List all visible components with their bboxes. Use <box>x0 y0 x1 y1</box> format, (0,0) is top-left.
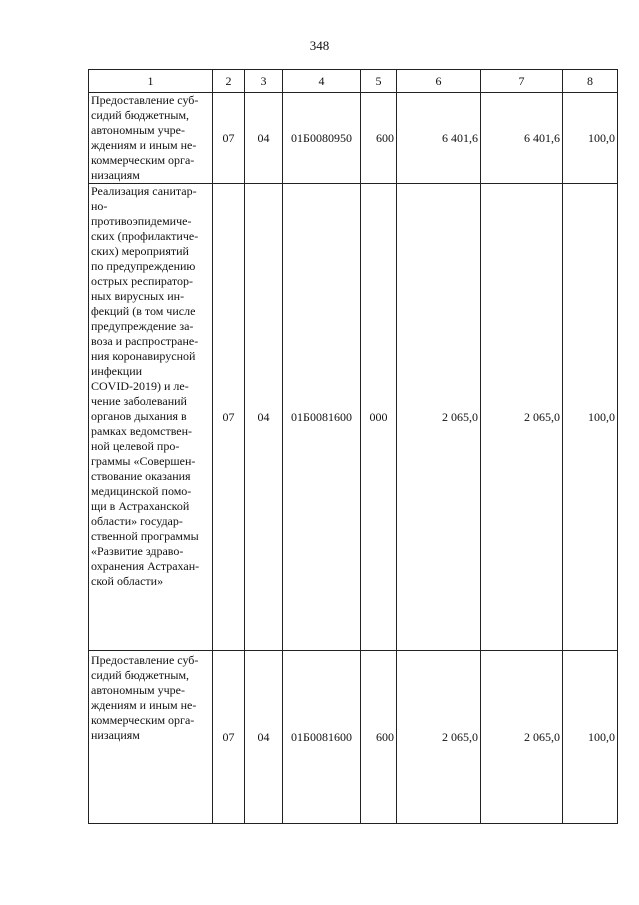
target-article-cell: 01Б0080950 <box>283 93 361 184</box>
expense-type-cell: 000 <box>361 184 397 651</box>
percent-cell: 100,0 <box>563 651 618 824</box>
column-header: 6 <box>397 70 481 93</box>
target-article-cell: 01Б0081600 <box>283 651 361 824</box>
subsection-cell: 04 <box>245 184 283 651</box>
column-header: 4 <box>283 70 361 93</box>
target-article-cell: 01Б0081600 <box>283 184 361 651</box>
executed-amount-cell: 6 401,6 <box>481 93 563 184</box>
column-header: 7 <box>481 70 563 93</box>
executed-amount-cell: 2 065,0 <box>481 184 563 651</box>
section-cell: 07 <box>213 651 245 824</box>
subsection-cell: 04 <box>245 93 283 184</box>
section-cell: 07 <box>213 184 245 651</box>
table-row <box>89 93 618 184</box>
planned-amount-cell: 2 065,0 <box>397 184 481 651</box>
table-header-row <box>89 70 618 93</box>
table-row <box>89 184 618 651</box>
executed-amount-cell: 2 065,0 <box>481 651 563 824</box>
expense-type-cell: 600 <box>361 651 397 824</box>
section-cell: 07 <box>213 93 245 184</box>
column-header: 8 <box>563 70 618 93</box>
column-header: 2 <box>213 70 245 93</box>
column-header: 5 <box>361 70 397 93</box>
percent-cell: 100,0 <box>563 184 618 651</box>
row-description: Реализация санитар- но- противоэпидемиче- ских (профилактиче- ских) мероприятий по предупреждению острых респиратор- ных вирусных ин- фекций (в том числе предупреждение за- воза и распростране- ния коронавирусной инфекции COVID-2019) и ле- чение заболеваний органов дыхания в рамках ведомствен- ной целевой про- граммы «Совершен- ствование оказания медицинской помо- щи в Астраханской области» государ- ственной программы «Развитие здраво- охранения Астрахан- ской области» <box>89 184 213 651</box>
table-row <box>89 651 618 824</box>
planned-amount-cell: 6 401,6 <box>397 93 481 184</box>
column-header: 3 <box>245 70 283 93</box>
subsection-cell: 04 <box>245 651 283 824</box>
planned-amount-cell: 2 065,0 <box>397 651 481 824</box>
percent-cell: 100,0 <box>563 93 618 184</box>
column-header: 1 <box>89 70 213 93</box>
row-description: Предоставление суб- сидий бюджетным, автономным учре- ждениям и иным не- коммерческим орга- низациям <box>89 93 213 184</box>
expense-type-cell: 600 <box>361 93 397 184</box>
budget-table <box>88 69 618 824</box>
page-number: 348 <box>309 38 330 53</box>
row-description: Предоставление суб- сидий бюджетным, автономным учре- ждениям и иным не- коммерческим орга- низациям <box>89 651 213 824</box>
